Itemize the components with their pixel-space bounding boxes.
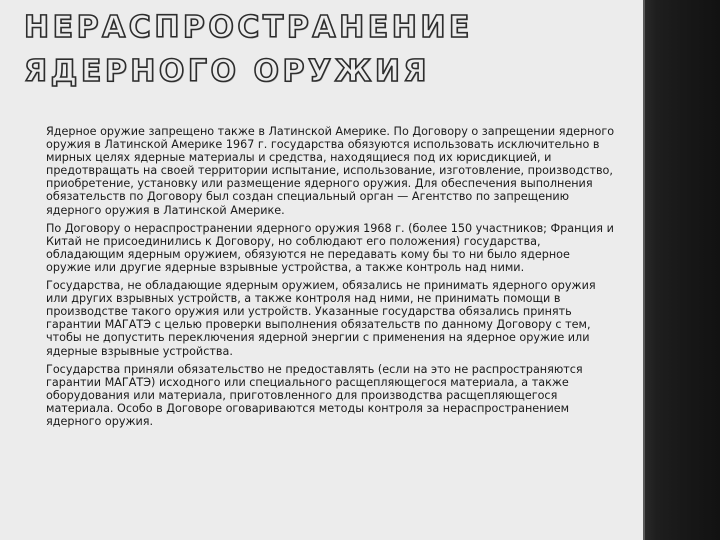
slide-title: НЕРАСПРОСТРАНЕНИЕ ЯДЕРНОГО ОРУЖИЯ [24,10,473,89]
band-edge-line [643,0,645,540]
body-paragraph: Государства приняли обязательство не предоставлять (если на это не распространяются гарантии МАГАТЭ) исходного или специального расщепляющегося материала, а также оборудования или материала, приготовленного для производства расщепляющегося материала. Особо в Договоре оговариваются методы контроля за нераспространением ядерного оружия. [46,362,583,428]
body-paragraph: Государства, не обладающие ядерным оружием, обязались не принимать ядерного оружия или других взрывных устройств, а также контроля над ними, не принимать помощи в производстве такого оружия или устройств. Указанные государства обязались принять гарантии МАГАТЭ с целью проверки выполнения обязательств по данному Договору с тем, чтобы не допустить переключения ядерной энергии с применения на ядерное оружие или ядерные взрывные устройства. [46,279,596,358]
decorative-side-band [643,0,720,540]
body-paragraph: По Договору о нераспространении ядерного оружия 1968 г. (более 150 участников; Франция и Китай не присоединились к Договору, но соблюдают его положения) государства, обладающим ядерным оружием, обязуются не передавать кому бы то ни было ядерное оружие или другие ядерные взрывные устройства, а также контроль над ними. [46,221,614,274]
body-paragraph: Ядерное оружие запрещено также в Латинской Америке. По Договору о запрещении ядерного оружия в Латинской Америке 1967 г. государства обязуются использовать исключительно в мирных целях ядерные материалы и средства, находящиеся под их юрисдикцией, и предотвращать на своей территории испытание, использование, изготовление, производство, приобретение, установку или размещение ядерного оружия. Для обеспечения выполнения обязательств по Договору был создан специальный орган — Агентство по запрещению ядерного оружия в Латинской Америке. [46,125,615,217]
slide-body [46,125,616,433]
